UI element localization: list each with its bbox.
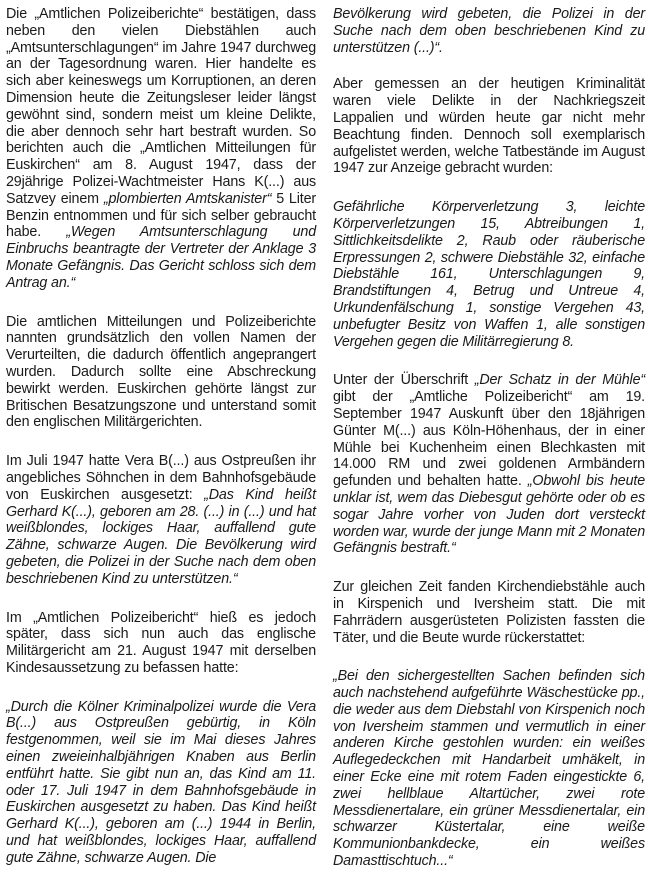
quote-kriminalpolizei: „Durch die Kölner Kriminalpolizei wurde die Vera B(...) aus Ostpreußen gebürtig, in Köln festgenommen, weil sie im Mai dieses Jahres einen zweieinhalbjährigen Knaben aus Berlin entführt hatte. Sie gibt nun an, das Kind am 11. oder 17. Juli 1947 in dem Bahnhofsgebäude in Euskirchen ausgesetzt zu haben. Das Kind heißt Gerhard K(...), geboren am (...) 1944 in Berlin, und hat weißblondes, lockiges Haar, auffallend gute Zähne, schwarze Augen. Die (6, 698, 316, 866)
paragraph-kirchendiebstaehle: Zur gleichen Zeit fanden Kirchendiebstähle auch in Kirspenich und Iversheim statt. Die mit Fahrrädern ausgerüsteten Polizisten fassten die Täter, und die Beute wurde rückerstattet: (333, 579, 645, 646)
paragraph-militaergericht: Im „Amtlichen Polizeibericht“ hieß es jedoch später, dass sich nun auch das englische Militärgericht am 21. August 1947 mit derselben Kindesaussetzung zu befassen hatte: (6, 609, 316, 676)
paragraph-vera-b: Im Juli 1947 hatte Vera B(...) aus Ostpreußen ihr angebliches Söhnchen in dem Bahnhofsgebäude von Euskirchen ausgesetzt: „Das Kind heißt Gerhard K(...), geboren am 28. (...) in (...) und hat weißblondes, lockiges Haar, auffallend gute Zähne, schwarze Augen. Die Bevölkerung wird gebeten, die Polizei in der Suche nach dem oben beschriebenen Kind zu unterstützen.“ (6, 453, 317, 587)
quote-waeschestuecke: „Bei den sichergestellten Sachen befinden sich auch nachstehend aufgeführte Wäschestücke pp., die weder aus dem Diebstahl von Kirspenich noch von Iversheim stammen und vermutlich in einer anderen Kirche gestohlen wurden: ein weißes Auflegedeckchen mit Handarbeit umhäkelt, in einer Ecke eine mit rotem Faden eingestickte 6, zwei hellblaue Altartücher, zwei rote Messdienertalare, ein grüner Messdienertalar, ein schwarzer Küstertalar, eine weiße Kommunionbankdecke, ein weißes Damasttischtuch...“ (333, 668, 645, 870)
paragraph-amtsunterschlagungen: Die „Amtlichen Polizeiberichte“ bestätigen, dass neben den vielen Diebstählen auch „Amtsunterschlagungen“ im Jahre 1947 durchweg an der Tagesordnung waren. Hier handelte es sich aber keineswegs um Korruptionen, an deren Dimension heute die Zeitungsleser leider längst gewöhnt sind, sondern meist um kleine Delikte, die aber dennoch sehr hart bestraft wurden. So berichten auch die „Amtlichen Mitteilungen für Euskirchen“ am 8. August 1947, dass der 29jährige Polizei-Wachtmeister Hans K(...) aus Satzvey einem „plombierten Amtskanister“ 5 Liter Benzin entnommen und für sich selber gebraucht habe. „Wegen Amtsunterschlagung und Einbruchs beantragte der Vertreter der Anklage 3 Monate Gefängnis. Das Gericht schloss sich dem Antrag an.“ (6, 6, 316, 291)
quote-continuation: Bevölkerung wird gebeten, die Polizei in der Suche nach dem oben beschriebenen Kind zu unterstützen (...)“. (333, 6, 645, 56)
paragraph-mitteilungen: Die amtlichen Mitteilungen und Polizeiberichte nannten grundsätzlich den vollen Namen der Verurteilten, die dadurch öffentlich angeprangert wurden. Dadurch sollte eine Abschreckung bewirkt werden. Euskirchen gehörte längst zur Britischen Besatzungszone und unterstand somit den englischen Militärgerichten. (6, 313, 316, 431)
right-column (333, 6, 645, 892)
paragraph-kriminalitaet: Aber gemessen an der heutigen Kriminalität waren viele Delikte in der Nachkriegszeit Lappalien und würden heute gar nicht mehr Beachtung finden. Dennoch soll exemplarisch aufgelistet werden, welche Tatbestände im August 1947 zur Anzeige gebracht wurden: (333, 76, 645, 177)
left-column (6, 6, 316, 889)
paragraph-schatz-muehle: Unter der Überschrift „Der Schatz in der Mühle“ gibt der „Amtliche Polizeibericht“ am 19. September 1947 Auskunft über den 18jährigen Günter M(...) aus Köln-Höhenhaus, der in einer Mühle bei Kuchenheim einen Blechkasten mit 14.000 RM und zwei goldenen Armbändern gefunden und behalten hatte. „Obwohl bis heute unklar ist, wem das Diebesgut gehörte oder ob es sogar Jahre vorher von Juden dort versteckt worden war, wurde der junge Mann mit 2 Monaten Gefängnis bestraft.“ (333, 372, 646, 557)
offense-list: Gefährliche Körperverletzung 3, leichte Körperverletzungen 15, Abtreibungen 1, Sittlichkeitsdelikte 2, Raub oder räuberische Erpressungen 2, schwere Diebstähle 32, einfache Diebstähle 161, Unterschlagungen 9, Brandstiftungen 4, Betrug und Untreue 4, Urkundenfälschung 1, sonstige Vergehen 43, unbefugter Besitz von Waffen 1, alle sonstigen Vergehen gegen die Militärregierung 8. (333, 199, 645, 350)
